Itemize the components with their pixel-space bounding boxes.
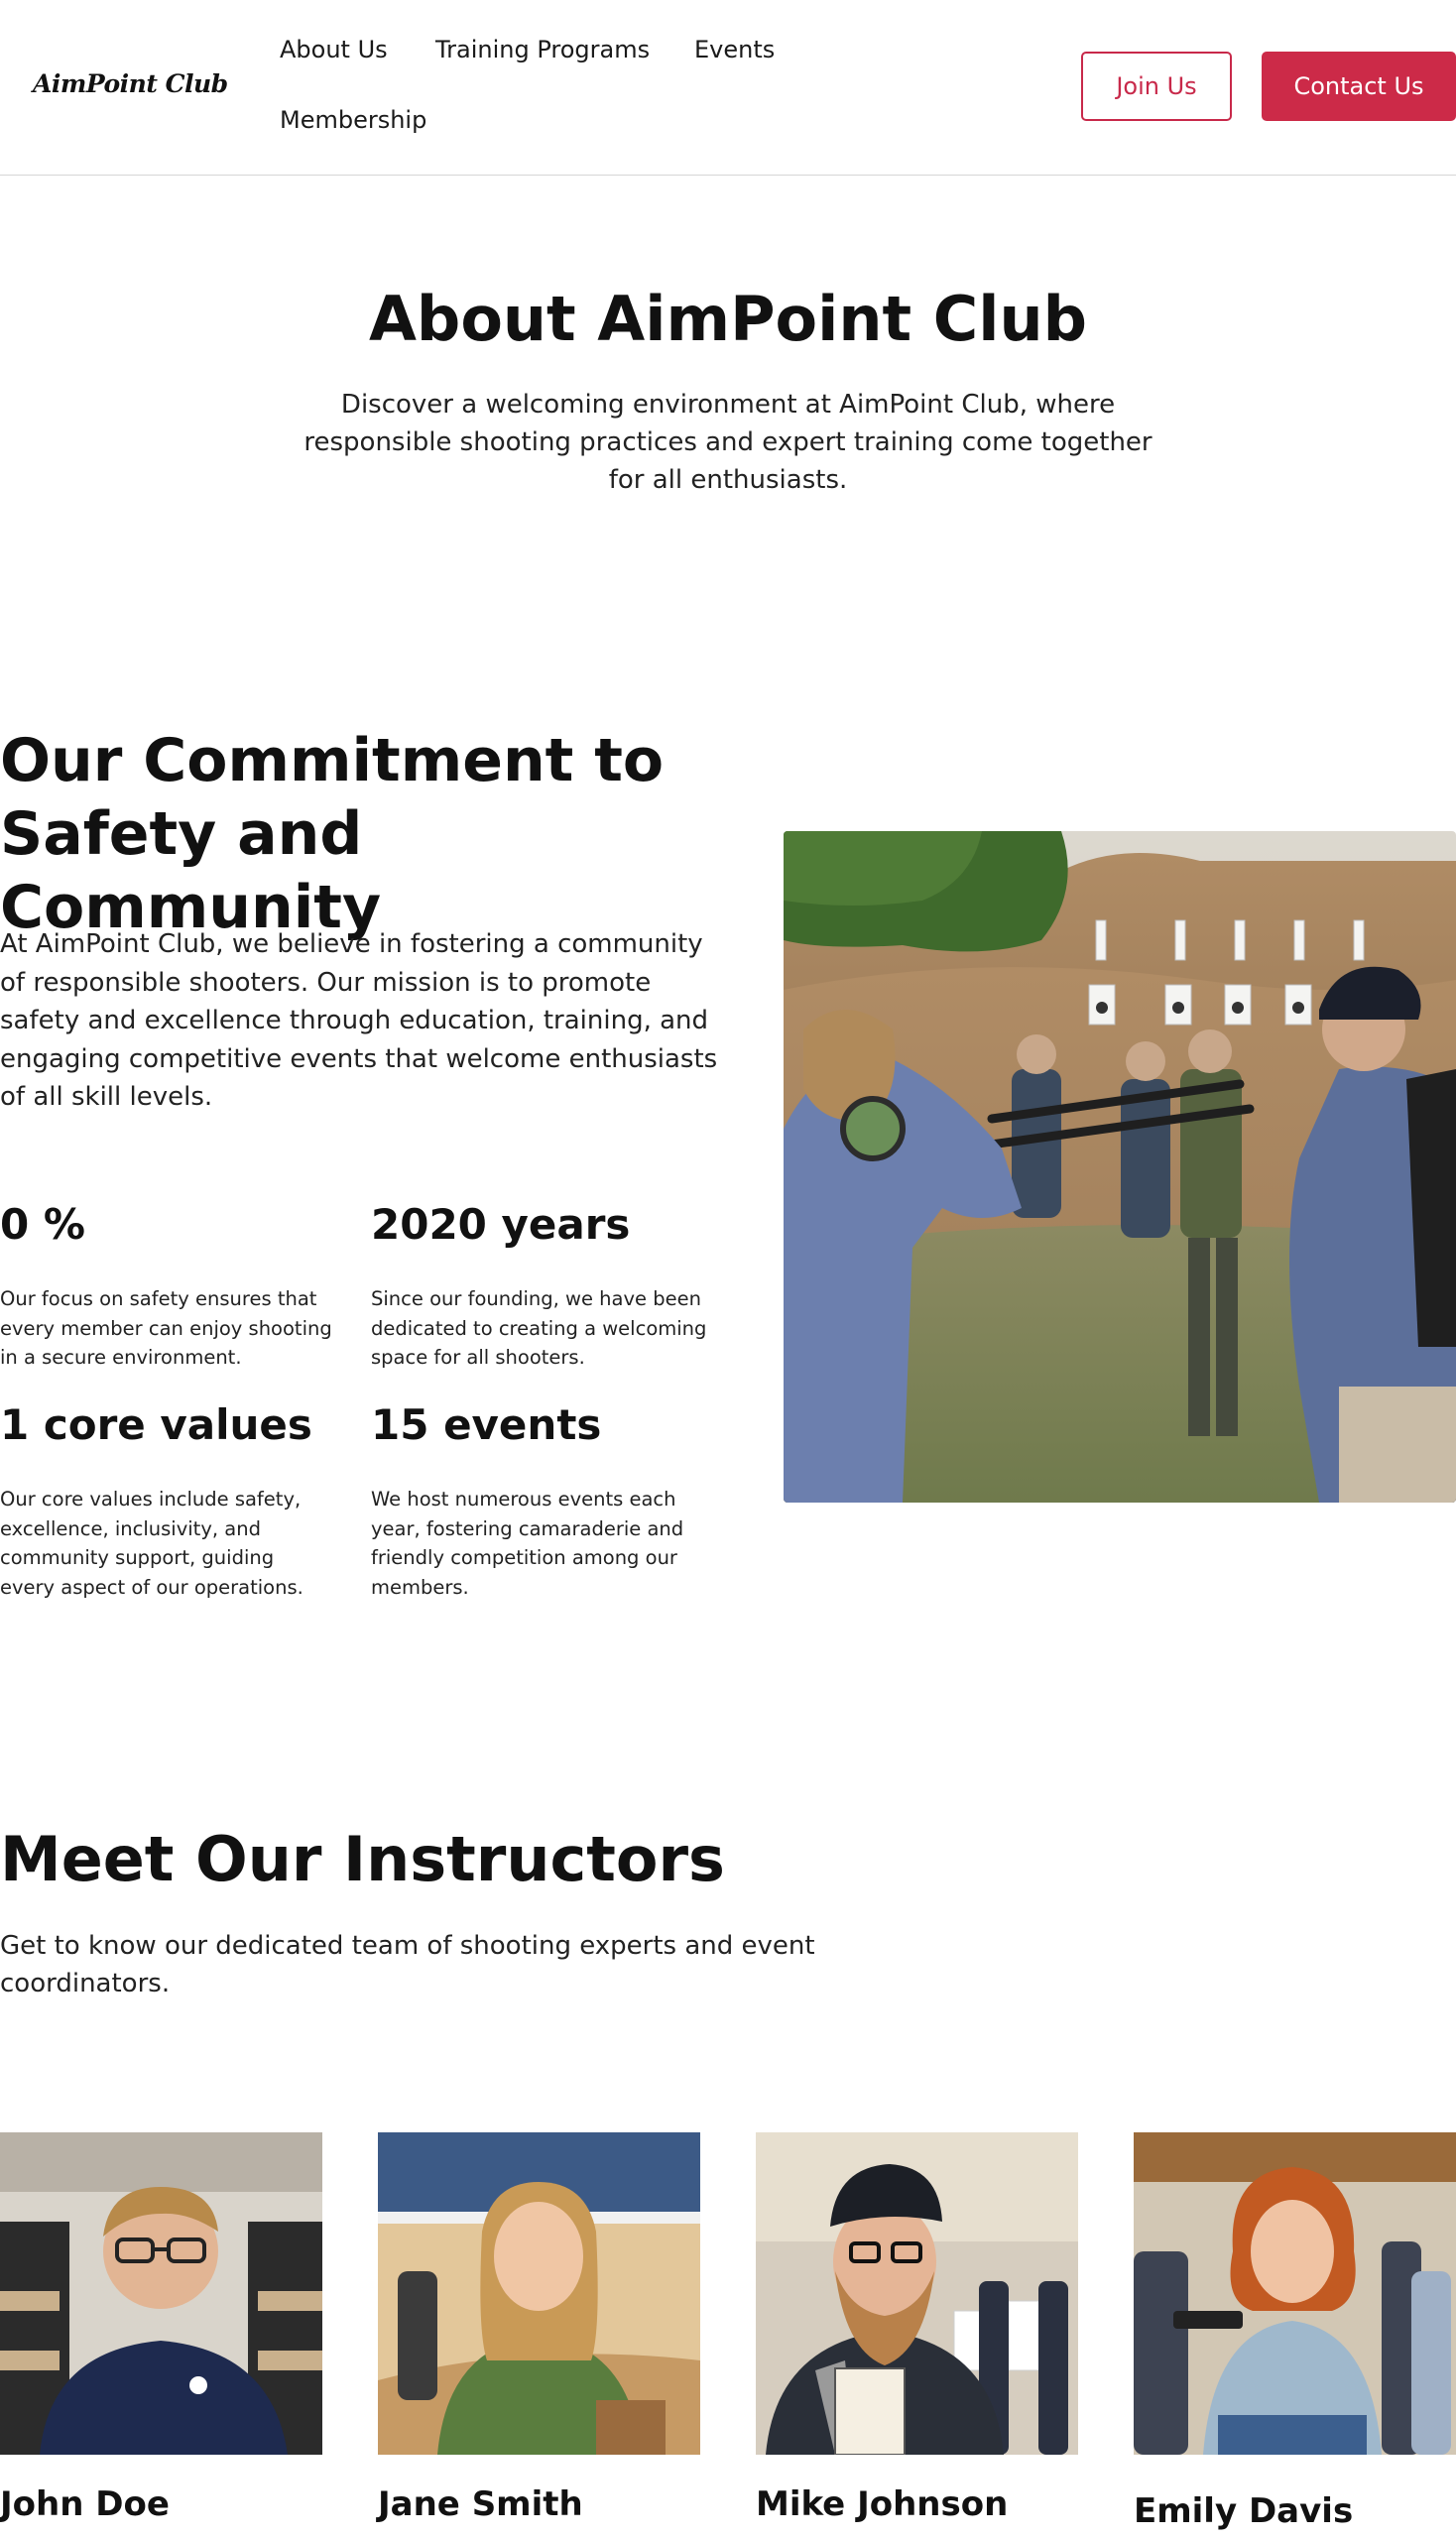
nav-about-us[interactable]: About Us	[280, 36, 388, 63]
team-title: Meet Our Instructors	[0, 1823, 725, 1895]
instructor-photo-emily-davis	[1134, 2132, 1456, 2455]
nav-membership[interactable]: Membership	[280, 106, 427, 134]
commitment-body: At AimPoint Club, we believe in fostering a community of responsible shooters. Our mission is to promote safety and excellence through education, training, and engaging competitive events that welcome enthusiasts of all skill levels.	[0, 929, 718, 1112]
stat-value-core-values: 1 core values	[0, 1400, 312, 1449]
instructor-photo-mike-johnson	[756, 2132, 1078, 2455]
join-us-button[interactable]: Join Us	[1081, 52, 1232, 121]
team-subtitle: Get to know our dedicated team of shooting experts and event coordinators.	[0, 1931, 815, 1998]
page-subtitle: Discover a welcoming environment at AimPoint Club, where responsible shooting practices and expert training come together for all enthusiasts.	[303, 390, 1153, 495]
stat-desc-core-values: Our core values include safety, excellence, inclusivity, and community support, guiding every aspect of our operations.	[0, 1488, 303, 1599]
instructor-name-jane-smith: Jane Smith	[378, 2484, 583, 2524]
stat-desc-events: We host numerous events each year, fostering camaraderie and friendly competition among our members.	[371, 1488, 684, 1599]
stat-desc-founding: Since our founding, we have been dedicated to creating a welcoming space for all shooters.	[371, 1287, 707, 1370]
stat-value-events: 15 events	[371, 1400, 602, 1449]
commitment-title: Our Commitment to Safety and Community	[0, 726, 665, 942]
shooting-range-photo	[784, 831, 1456, 1503]
instructor-photo-jane-smith	[378, 2132, 700, 2455]
site-header	[0, 0, 1456, 176]
instructor-name-john-doe: John Doe	[0, 2484, 170, 2524]
stat-desc-safety: Our focus on safety ensures that every member can enjoy shooting in a secure environment.	[0, 1287, 332, 1370]
nav-training-programs[interactable]: Training Programs	[435, 36, 651, 63]
contact-us-button[interactable]: Contact Us	[1262, 52, 1456, 121]
stat-value-safety: 0 %	[0, 1200, 85, 1249]
page-title: About AimPoint Club	[368, 283, 1088, 355]
site-logo[interactable]: AimPoint Club	[33, 69, 228, 98]
instructor-photo-john-doe	[0, 2132, 322, 2455]
instructor-name-emily-davis: Emily Davis	[1134, 2491, 1354, 2531]
instructor-name-mike-johnson: Mike Johnson	[756, 2484, 1009, 2524]
nav-events[interactable]: Events	[694, 36, 776, 63]
stat-value-founding: 2020 years	[371, 1200, 631, 1249]
